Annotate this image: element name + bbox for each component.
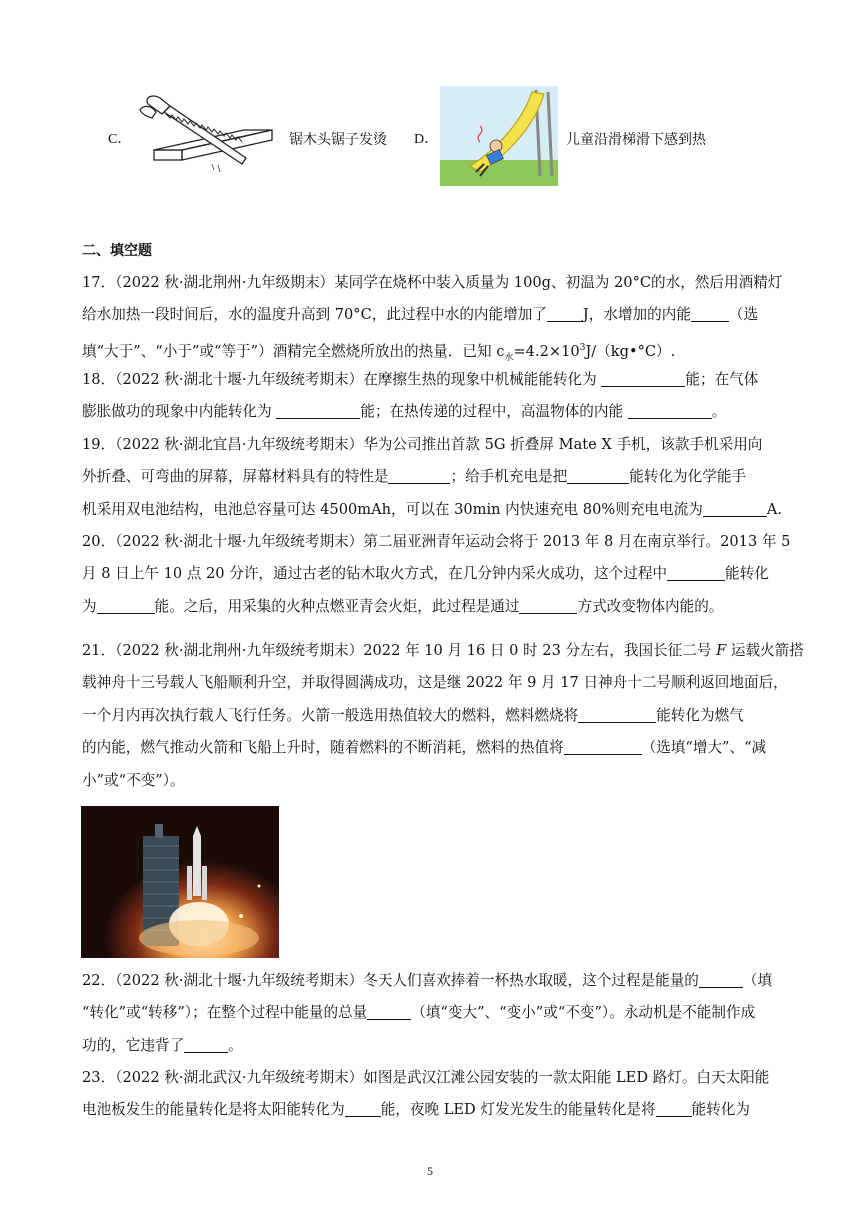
q17-line-2 bbox=[82, 299, 772, 331]
q22-text-d: （填“变大”、“变小”或“不变”）。永动机是不能制作成 bbox=[411, 1004, 756, 1022]
question-17 bbox=[82, 267, 783, 374]
q19-text-d: 机采用双电池结构，电池总容量可达 4500mAh，可以在 30min 内快速充电 80%则充电电流为 bbox=[82, 500, 703, 518]
q21-text-e: 的内能，燃气推动火箭和飞船上升时，随着燃料的不断消耗，燃料的热值将 bbox=[82, 739, 564, 757]
answer-blank[interactable] bbox=[656, 1100, 692, 1117]
q23-line-2 bbox=[82, 1094, 772, 1126]
q22-text-b: （填 bbox=[742, 972, 773, 989]
page-number: 5 bbox=[427, 1164, 433, 1178]
q23-line-1: 23．（2022 秋·湖北武汉·九年级统考期末）如图是武汉江滩公园安装的一款太阳能 LED 路灯。白天太阳能 bbox=[82, 1069, 770, 1086]
section-title: 二、填空题 bbox=[82, 242, 152, 258]
answer-blank[interactable] bbox=[184, 1036, 228, 1053]
answer-blank[interactable] bbox=[578, 706, 656, 723]
q21-line-1 bbox=[82, 635, 804, 667]
q22-line-2 bbox=[82, 997, 772, 1029]
child-on-slide-illustration bbox=[440, 86, 558, 186]
answer-blank[interactable] bbox=[667, 564, 725, 581]
q22-text-a: 22．（2022 秋·湖北十堰·九年级统考期末）冬天人们喜欢捧着一杯热水取暖，这个过程是能量的 bbox=[82, 972, 699, 989]
answer-blank[interactable] bbox=[519, 597, 577, 614]
option-c-label: C． bbox=[108, 132, 132, 147]
q18-line-2 bbox=[82, 396, 772, 428]
question-18 bbox=[82, 364, 772, 429]
answer-blank[interactable] bbox=[703, 500, 767, 517]
q21-text-b: 运载火箭搭 bbox=[726, 642, 804, 659]
q17-text-e: =4.2×10 bbox=[513, 342, 580, 360]
option-c-text: 锯木头锯子发烫 bbox=[289, 132, 387, 148]
answer-blank[interactable] bbox=[601, 370, 685, 387]
saw-cutting-wood-illustration bbox=[134, 92, 274, 178]
answer-blank[interactable] bbox=[547, 305, 583, 322]
answer-blank[interactable] bbox=[699, 971, 743, 988]
q20-text-a: 月 8 日上午 10 点 20 分许，通过古老的钻木取火方式，在几分钟内采火成功，这个过程中 bbox=[82, 565, 668, 583]
question-20 bbox=[82, 526, 791, 623]
q18-text-c: 膨胀做功的现象中内能转化为 bbox=[82, 403, 277, 421]
q22-line-1 bbox=[82, 965, 772, 997]
q23-text-b: 能，夜晚 LED 灯发光发生的能量转化是将 bbox=[380, 1101, 656, 1119]
answer-blank[interactable] bbox=[367, 1003, 411, 1020]
q18-line-1 bbox=[82, 364, 772, 396]
rocket-launch-photo bbox=[81, 806, 279, 958]
q18-text-e: 。 bbox=[711, 403, 727, 421]
q19-line-1: 19．（2022 秋·湖北宜昌·九年级统考期末）华为公司推出首款 5G 折叠屏 Mate X 手机，该款手机采用向 bbox=[82, 436, 763, 453]
q17-text-d: 填“大于”、“小于”或“等于”）酒精完全燃烧所放出的热量．已知 c bbox=[82, 342, 505, 360]
question-19 bbox=[82, 429, 782, 526]
q21-text-f: （选填“增大”、“减 bbox=[641, 739, 767, 757]
q20-line-1: 20．（2022 秋·湖北十堰·九年级统考期末）第二届亚洲青年运动会将于 2013 年 8 月在南京举行。2013 年 5 bbox=[82, 533, 791, 550]
q21-line-2: 载神舟十三号载人飞船顺利升空，并取得圆满成功，这是继 2022 年 9 月 17 日神舟十二号顺利返回地面后， bbox=[82, 674, 788, 692]
answer-blank[interactable] bbox=[388, 467, 450, 484]
q19-line-3 bbox=[82, 494, 782, 526]
answer-blank[interactable] bbox=[564, 738, 642, 755]
q21-text-c: 一个月内再次执行载人飞行任务。火箭一般选用热值较大的燃料，燃料燃烧将 bbox=[82, 706, 579, 724]
answer-blank[interactable] bbox=[345, 1100, 381, 1117]
q20-text-d: 能。之后，用采集的火种点燃亚青会火炬，此过程是通过 bbox=[154, 597, 520, 615]
answer-blank[interactable] bbox=[691, 305, 729, 322]
q19-line-2 bbox=[82, 461, 772, 493]
q20-text-e: 方式改变物体内能的。 bbox=[577, 597, 724, 615]
answer-blank[interactable] bbox=[97, 597, 155, 614]
q19-text-b: ；给手机充电是把 bbox=[450, 468, 568, 486]
q21-line-3 bbox=[82, 700, 772, 732]
q19-text-a: 外折叠、可弯曲的屏幕，屏幕材料具有的特性是 bbox=[82, 468, 389, 486]
q20-line-3 bbox=[82, 591, 772, 623]
q17-line-1: 17．（2022 秋·湖北荆州·九年级期末）某同学在烧杯中装入质量为 100g、初温为 20°C的水，然后用酒精灯 bbox=[82, 274, 783, 291]
q17-text-c: （选 bbox=[728, 306, 759, 324]
q20-text-b: 能转化 bbox=[725, 565, 769, 583]
answer-blank[interactable] bbox=[628, 402, 712, 419]
q22-line-3 bbox=[82, 1030, 772, 1062]
answer-blank[interactable] bbox=[276, 402, 360, 419]
q18-text-b: 能；在气体 bbox=[685, 371, 759, 388]
q22-text-e: 功的，它违背了 bbox=[82, 1036, 185, 1054]
q18-text-a: 18．（2022 秋·湖北十堰·九年级统考期末）在摩擦生热的现象中机械能能转化为 bbox=[82, 371, 602, 388]
q20-line-2 bbox=[82, 558, 772, 590]
q17-text-b: J，水增加的内能 bbox=[582, 306, 691, 324]
question-23 bbox=[82, 1062, 772, 1127]
q23-text-c: 能转化为 bbox=[691, 1101, 750, 1119]
q18-text-d: 能；在热传递的过程中，高温物体的内能 bbox=[360, 403, 628, 421]
answer-blank[interactable] bbox=[567, 467, 629, 484]
q19-text-e: A. bbox=[766, 500, 782, 518]
q17-subscript-water: 水 bbox=[504, 352, 514, 363]
question-22 bbox=[82, 965, 772, 1062]
option-d-text: 儿童沿滑梯滑下感到热 bbox=[566, 132, 706, 148]
q21-text-d: 能转化为燃气 bbox=[656, 706, 744, 724]
q17-text-f: J/（kg•°C）. bbox=[585, 342, 676, 360]
q23-text-a: 电池板发生的能量转化是将太阳能转化为 bbox=[82, 1101, 345, 1119]
q21-line-4 bbox=[82, 732, 772, 764]
q21-line-5: 小”或“不变”）。 bbox=[82, 771, 185, 789]
option-d-label: D． bbox=[414, 132, 439, 147]
question-21 bbox=[82, 635, 804, 797]
q20-text-c: 为 bbox=[82, 597, 97, 615]
q21-text-a: 21．（2022 秋·湖北荆州·九年级统考期末）2022 年 10 月 16 日 0 时 23 分左右，我国长征二号 bbox=[82, 642, 717, 659]
q19-text-c: 能转化为化学能手 bbox=[629, 468, 747, 486]
q22-text-f: 。 bbox=[228, 1036, 243, 1054]
q17-text-a: 给水加热一段时间后，水的温度升高到 70°C，此过程中水的内能增加了 bbox=[82, 306, 547, 324]
q22-text-c: “转化”或“转移”）；在整个过程中能量的总量 bbox=[82, 1004, 368, 1022]
q21-italic-f: F bbox=[716, 642, 727, 659]
q17-superscript: 3 bbox=[579, 342, 586, 353]
